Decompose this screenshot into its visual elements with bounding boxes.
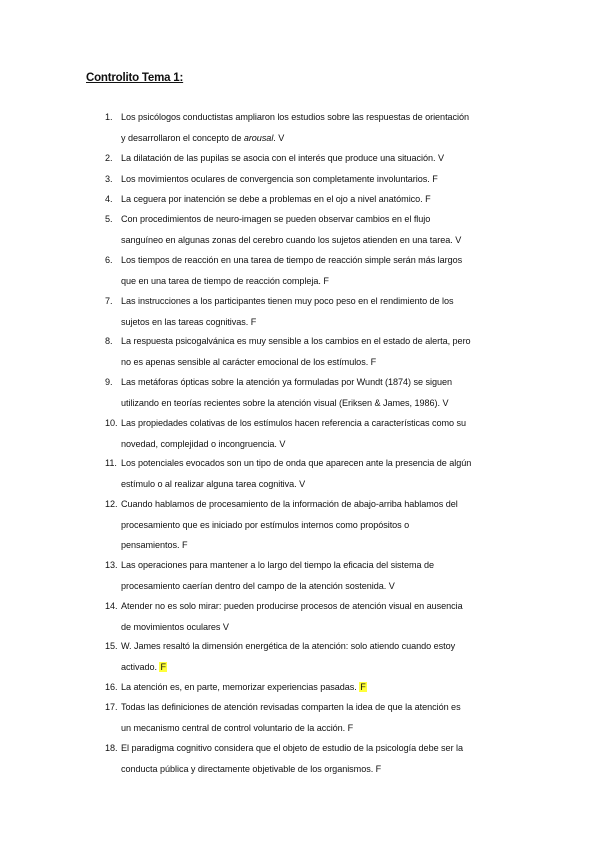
italic-term: arousal xyxy=(243,132,274,143)
answer-label: V xyxy=(388,580,395,591)
question-line xyxy=(121,657,525,678)
question-line xyxy=(121,271,525,292)
question-line xyxy=(121,291,525,312)
question-line xyxy=(121,494,525,515)
question-line xyxy=(121,576,525,597)
answer-label: V xyxy=(455,234,462,245)
question-line xyxy=(121,107,525,128)
answer-highlighted: F xyxy=(160,661,166,672)
question-line xyxy=(121,230,525,251)
question-item xyxy=(105,677,525,698)
question-item xyxy=(105,494,525,556)
question-line-text: Con procedimientos de neuro-imagen se pueden observar cambios en el flujo xyxy=(121,214,431,224)
question-line-text: La atención es, en parte, memorizar experiencias pasadas. xyxy=(121,682,357,692)
question-item xyxy=(105,107,525,148)
answer-label: V xyxy=(278,132,285,143)
question-line-text: Las operaciones para mantener a lo largo del tiempo la eficacia del sistema de xyxy=(121,560,435,570)
question-line xyxy=(121,413,525,434)
question-item xyxy=(105,169,525,190)
question-text xyxy=(121,107,525,148)
question-line-text: Cuando hablamos de procesamiento de la información de abajo-arriba hablamos del xyxy=(121,499,458,509)
question-number: 1. xyxy=(105,112,113,122)
question-number: 16. xyxy=(105,682,118,692)
question-text xyxy=(121,189,525,210)
question-line-text: Todas las definiciones de atención revisadas comparten la idea de que la atención es xyxy=(121,702,461,712)
answer-label: V xyxy=(279,438,286,449)
question-line xyxy=(121,738,525,759)
question-line-text: sujetos en las tareas cognitivas. xyxy=(121,316,249,327)
question-text xyxy=(121,555,525,596)
question-line-text: W. James resaltó la dimensión energética de la atención: solo atiendo cuando estoy xyxy=(121,641,456,651)
question-line xyxy=(121,352,525,373)
question-line-text: y desarrollaron el concepto de xyxy=(121,132,244,143)
question-line-text: de movimientos oculares xyxy=(121,621,221,632)
question-line xyxy=(121,128,525,149)
question-item xyxy=(105,697,525,738)
question-line-text: procesamiento caerían dentro del campo de la atención sostenida. xyxy=(121,580,387,591)
question-line xyxy=(121,515,525,536)
question-line xyxy=(121,718,525,739)
question-text xyxy=(121,453,525,494)
question-text xyxy=(121,738,525,779)
question-line xyxy=(121,312,525,333)
question-number: 17. xyxy=(105,702,118,712)
question-item xyxy=(105,555,525,596)
question-line xyxy=(121,697,525,718)
question-line-text: un mecanismo central de control voluntario de la acción. xyxy=(121,722,346,733)
question-text xyxy=(121,331,525,372)
question-line-text: pensamientos. xyxy=(121,540,180,550)
question-line-text: Las instrucciones a los participantes tienen muy poco peso en el rendimiento de los xyxy=(121,296,454,306)
question-line xyxy=(121,148,525,169)
question-item xyxy=(105,291,525,332)
question-number: 18. xyxy=(105,743,118,753)
question-text xyxy=(121,250,525,291)
question-line xyxy=(121,596,525,617)
question-number: 5. xyxy=(105,214,113,224)
question-line-text: La ceguera por inatención se debe a problemas en el ojo a nivel anatómico. xyxy=(121,194,423,204)
question-line-text: Las propiedades colativas de los estímulos hacen referencia a características como su xyxy=(121,418,467,428)
question-item xyxy=(105,189,525,210)
question-line-text: activado. xyxy=(121,661,157,672)
question-line xyxy=(121,555,525,576)
question-line-text: procesamiento que es iniciado por estímulos internos como propósitos o xyxy=(121,519,410,530)
question-line-text: sanguíneo en algunas zonas del cerebro cuando los sujetos atienden en una tarea. xyxy=(121,234,453,245)
question-line-text: no es apenas sensible al carácter emocional de los estímulos. xyxy=(121,356,369,367)
question-number: 4. xyxy=(105,194,113,204)
question-line-text: La dilatación de las pupilas se asocia con el interés que produce una situación. xyxy=(121,153,436,163)
question-item xyxy=(105,596,525,637)
italic-suffix: . xyxy=(273,132,276,143)
question-text xyxy=(121,169,525,190)
question-text xyxy=(121,148,525,169)
question-line-text: Los tiempos de reacción en una tarea de tiempo de reacción simple serán más largos xyxy=(121,255,463,265)
question-item xyxy=(105,372,525,413)
answer-label: V xyxy=(437,153,444,163)
question-line xyxy=(121,453,525,474)
question-text xyxy=(121,372,525,413)
answer-label: F xyxy=(425,194,431,204)
answer-label: F xyxy=(181,540,188,550)
question-number: 9. xyxy=(105,377,113,387)
question-line-text: que en una tarea de tiempo de reacción compleja. xyxy=(121,275,321,286)
question-line xyxy=(121,372,525,393)
question-text xyxy=(121,697,525,738)
question-text xyxy=(121,209,525,250)
answer-label: V xyxy=(299,478,306,489)
question-line-text: Los movimientos oculares de convergencia son completamente involuntarios. xyxy=(121,174,430,184)
answer-highlighted: F xyxy=(360,682,366,692)
question-number: 8. xyxy=(105,336,113,346)
question-line-text: estímulo o al realizar alguna tarea cognitiva. xyxy=(121,478,297,489)
question-item xyxy=(105,636,525,677)
question-line xyxy=(121,636,525,657)
question-number: 6. xyxy=(105,255,113,265)
answer-label: F xyxy=(370,356,377,367)
answer-label: F xyxy=(250,316,257,327)
question-line-text: conducta pública y directamente objetivable de los organismos. xyxy=(121,763,374,774)
question-text xyxy=(121,291,525,332)
question-line xyxy=(121,209,525,230)
answer-label: V xyxy=(442,397,449,408)
question-text xyxy=(121,413,525,454)
question-number: 14. xyxy=(105,601,118,611)
question-item xyxy=(105,331,525,372)
question-line xyxy=(121,617,525,638)
answer-label: F xyxy=(432,174,438,184)
question-number: 3. xyxy=(105,174,113,184)
question-line xyxy=(121,677,525,698)
question-line xyxy=(121,189,525,210)
question-text xyxy=(121,494,525,556)
question-line xyxy=(121,434,525,455)
question-text xyxy=(121,677,525,698)
question-line xyxy=(121,169,525,190)
question-number: 2. xyxy=(105,153,113,163)
question-text xyxy=(121,596,525,637)
question-line xyxy=(121,331,525,352)
question-line-text: utilizando en teorías recientes sobre la atención visual (Eriksen & James, 1986). xyxy=(121,397,440,408)
question-item xyxy=(105,453,525,494)
question-line xyxy=(121,474,525,495)
question-line xyxy=(121,250,525,271)
question-item xyxy=(105,413,525,454)
question-line-text: novedad, complejidad o incongruencia. xyxy=(121,438,277,449)
question-item xyxy=(105,250,525,291)
question-line-text: Los potenciales evocados son un tipo de onda que aparecen ante la presencia de algún xyxy=(121,458,472,468)
question-line-text: El paradigma cognitivo considera que el objeto de estudio de la psicología debe ser la xyxy=(121,743,463,753)
question-text xyxy=(121,636,525,677)
answer-label: V xyxy=(222,621,229,632)
question-line-text: La respuesta psicogalvánica es muy sensible a los cambios en el estado de alerta, pero xyxy=(121,336,471,346)
question-line xyxy=(121,393,525,414)
question-number: 15. xyxy=(105,641,118,651)
document-title: Controlito Tema 1: xyxy=(86,72,184,84)
answer-label: F xyxy=(375,763,382,774)
answer-label: F xyxy=(347,722,354,733)
question-line-text: Atender no es solo mirar: pueden producirse procesos de atención visual en ausencia xyxy=(121,601,463,611)
question-number: 11. xyxy=(105,458,117,468)
question-item xyxy=(105,738,525,779)
answer-label: F xyxy=(323,275,329,286)
question-item xyxy=(105,148,525,169)
question-line-text: Los psicólogos conductistas ampliaron los estudios sobre las respuestas de orientación xyxy=(121,112,470,122)
question-item xyxy=(105,209,525,250)
question-number: 10. xyxy=(105,418,118,428)
question-number: 13. xyxy=(105,560,118,570)
question-line xyxy=(121,535,525,556)
question-line-text: Las metáforas ópticas sobre la atención ya formuladas por Wundt (1874) se siguen xyxy=(121,377,452,387)
question-number: 7. xyxy=(105,296,113,306)
question-line xyxy=(121,759,525,780)
question-number: 12. xyxy=(105,499,118,509)
